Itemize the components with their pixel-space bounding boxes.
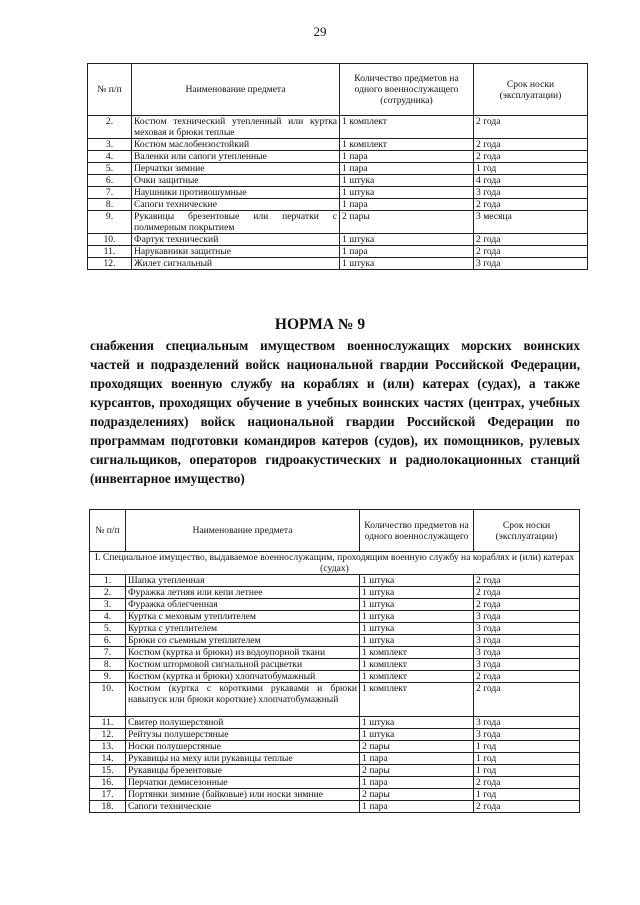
special-property-norm-table: [89, 509, 580, 813]
table-row: [90, 717, 580, 729]
item-name: Сапоги технические: [132, 199, 340, 211]
table-row: [90, 659, 580, 671]
wear-term: 1 год: [474, 163, 588, 175]
row-number: 3.: [90, 599, 126, 611]
item-quantity: 2 пары: [340, 211, 474, 234]
row-number: 8.: [88, 199, 132, 211]
item-name: Фартук технический: [132, 234, 340, 246]
wear-term: 2 года: [474, 199, 588, 211]
item-quantity: 1 штука: [340, 175, 474, 187]
table-row: [88, 187, 588, 199]
item-name: Куртка с меховым утеплителем: [126, 611, 360, 623]
table-row: [90, 623, 580, 635]
row-number: 9.: [88, 211, 132, 234]
item-name: Шапка утепленная: [126, 575, 360, 587]
item-quantity: 1 штука: [360, 717, 474, 729]
wear-term: 2 года: [474, 246, 588, 258]
item-name: Жилет сигнальный: [132, 258, 340, 270]
row-number: 5.: [90, 623, 126, 635]
wear-term: 2 года: [474, 777, 580, 789]
item-quantity: 1 штука: [340, 234, 474, 246]
item-quantity: 1 штука: [360, 729, 474, 741]
norm-title: НОРМА № 9: [274, 316, 366, 333]
item-name: Носки полушерстяные: [126, 741, 360, 753]
wear-term: 2 года: [474, 801, 580, 813]
item-quantity: 1 пара: [340, 199, 474, 211]
wear-term: 4 года: [474, 175, 588, 187]
item-name: Валенки или сапоги утепленные: [132, 151, 340, 163]
table-row: [88, 163, 588, 175]
header-quantity: Количество предметов на одного военнослужащего: [360, 510, 474, 552]
wear-term: 2 года: [474, 234, 588, 246]
item-quantity: 1 штука: [360, 587, 474, 599]
row-number: 6.: [88, 175, 132, 187]
item-name: Костюм (куртка и брюки) хлопчатобумажный: [126, 671, 360, 683]
wear-term: 3 года: [474, 659, 580, 671]
wear-term: 3 года: [474, 611, 580, 623]
item-quantity: 2 пары: [360, 741, 474, 753]
row-number: 6.: [90, 635, 126, 647]
table-row: [90, 765, 580, 777]
table-row: [88, 116, 588, 139]
table-row: [90, 647, 580, 659]
table-row: [90, 753, 580, 765]
wear-term: 1 год: [474, 765, 580, 777]
wear-term: 3 года: [474, 729, 580, 741]
table-row: [90, 777, 580, 789]
item-name: Костюм (куртка с короткими рукавами и брюки навыпуск или брюки короткие) хлопчатобумажный: [126, 683, 360, 717]
item-name: Рейтузы полушерстяные: [126, 729, 360, 741]
item-name: Фуражка летняя или кепи летнее: [126, 587, 360, 599]
item-name: Куртка с утеплителем: [126, 623, 360, 635]
table-row: [90, 587, 580, 599]
table-body: [88, 116, 588, 270]
table-row: [88, 175, 588, 187]
table-row: [90, 741, 580, 753]
item-quantity: 1 штука: [360, 599, 474, 611]
table-row: [88, 139, 588, 151]
section-heading: I. Специальное имущество, выдаваемое военнослужащим, проходящим военную службу на кораблях и (или) катерах (судах): [90, 552, 580, 575]
row-number: 16.: [90, 777, 126, 789]
header-item-name: Наименование предмета: [132, 64, 340, 116]
item-quantity: 1 комплект: [340, 116, 474, 139]
page-number: 29: [313, 24, 327, 39]
header-item-name: Наименование предмета: [126, 510, 360, 552]
item-name: Свитер полушерстяной: [126, 717, 360, 729]
table-row: [90, 599, 580, 611]
row-number: 2.: [90, 587, 126, 599]
row-number: 7.: [88, 187, 132, 199]
table-row: [90, 671, 580, 683]
table-header-row: [88, 64, 588, 116]
row-number: 4.: [90, 611, 126, 623]
item-name: Костюм технический утепленный или куртка меховая и брюки теплые: [132, 116, 340, 139]
wear-term: 3 месяца: [474, 211, 588, 234]
section-heading-row: [90, 552, 580, 575]
item-quantity: 1 пара: [360, 753, 474, 765]
item-quantity: 1 штука: [360, 623, 474, 635]
table-row: [90, 683, 580, 717]
row-number: 12.: [90, 729, 126, 741]
table-row: [88, 246, 588, 258]
row-number: 2.: [88, 116, 132, 139]
item-quantity: 1 штука: [340, 258, 474, 270]
table-row: [90, 575, 580, 587]
item-quantity: 1 пара: [360, 801, 474, 813]
table-row: [90, 801, 580, 813]
wear-term: 2 года: [474, 599, 580, 611]
table-row: [88, 211, 588, 234]
item-quantity: 1 комплект: [360, 683, 474, 717]
item-quantity: 1 комплект: [360, 671, 474, 683]
item-name: Портянки зимние (байковые) или носки зимние: [126, 789, 360, 801]
wear-term: 1 год: [474, 753, 580, 765]
wear-term: 3 года: [474, 635, 580, 647]
table-row: [90, 789, 580, 801]
row-number: 14.: [90, 753, 126, 765]
row-number: 18.: [90, 801, 126, 813]
item-name: Перчатки зимние: [132, 163, 340, 175]
table-row: [88, 151, 588, 163]
row-number: 15.: [90, 765, 126, 777]
item-quantity: 1 пара: [340, 151, 474, 163]
item-name: Брюки со съемным утеплителем: [126, 635, 360, 647]
item-quantity: 1 комплект: [360, 647, 474, 659]
table-row: [90, 635, 580, 647]
table-row: [90, 611, 580, 623]
item-name: Сапоги технические: [126, 801, 360, 813]
item-name: Рукавицы брезентовые или перчатки с полимерным покрытием: [132, 211, 340, 234]
wear-term: 3 года: [474, 258, 588, 270]
table-row: [88, 234, 588, 246]
wear-term: 2 года: [474, 575, 580, 587]
wear-term: 2 года: [474, 151, 588, 163]
wear-term: 2 года: [474, 116, 588, 139]
wear-term: 3 года: [474, 717, 580, 729]
row-number: 8.: [90, 659, 126, 671]
row-number: 13.: [90, 741, 126, 753]
wear-term: 1 год: [474, 741, 580, 753]
wear-term: 3 года: [474, 623, 580, 635]
row-number: 10.: [88, 234, 132, 246]
header-wear-term: Срок носки (эксплуатации): [474, 510, 580, 552]
row-number: 11.: [90, 717, 126, 729]
item-quantity: 1 пара: [360, 777, 474, 789]
row-number: 4.: [88, 151, 132, 163]
row-number: 12.: [88, 258, 132, 270]
wear-term: 3 года: [474, 187, 588, 199]
item-name: Костюм штормовой сигнальной расцветки: [126, 659, 360, 671]
table-header-row: [90, 510, 580, 552]
norm-subtitle: снабжения специальным имуществом военнослужащих морских воинских частей и подразделений войск национальной гвардии Российской Федерации, проходящих военную службу на кораблях и (или) катерах (судах), а также курсантов, проходящих обучение в учебных воинских частях (центрах, учебных подразделениях) войск национальной гвардии Российской Федерации по программам подготовки командиров катеров (судов), их помощников, рулевых сигнальщиков, операторов гидроакустических и радиолокационных станций (инвентарное имущество): [90, 338, 580, 486]
item-name: Наушники противошумные: [132, 187, 340, 199]
item-quantity: 2 пары: [360, 765, 474, 777]
item-name: Костюм маслобензостойкий: [132, 139, 340, 151]
item-quantity: 1 штука: [360, 575, 474, 587]
wear-term: 2 года: [474, 683, 580, 717]
table-row: [88, 258, 588, 270]
header-number: № п/п: [88, 64, 132, 116]
item-quantity: 2 пары: [360, 789, 474, 801]
wear-term: 2 года: [474, 139, 588, 151]
header-number: № п/п: [90, 510, 126, 552]
item-name: Рукавицы на меху или рукавицы теплые: [126, 753, 360, 765]
row-number: 11.: [88, 246, 132, 258]
wear-term: 2 года: [474, 671, 580, 683]
table-row: [90, 729, 580, 741]
row-number: 7.: [90, 647, 126, 659]
item-quantity: 1 штука: [340, 187, 474, 199]
item-name: Костюм (куртка и брюки) из водоупорной ткани: [126, 647, 360, 659]
wear-term: 2 года: [474, 587, 580, 599]
header-wear-term: Срок носки (эксплуатации): [474, 64, 588, 116]
row-number: 3.: [88, 139, 132, 151]
wear-term: 1 год: [474, 789, 580, 801]
row-number: 1.: [90, 575, 126, 587]
item-name: Рукавицы брезентовые: [126, 765, 360, 777]
item-name: Нарукавники защитные: [132, 246, 340, 258]
table-row: [88, 199, 588, 211]
row-number: 17.: [90, 789, 126, 801]
row-number: 9.: [90, 671, 126, 683]
item-name: Перчатки демисезонные: [126, 777, 360, 789]
item-quantity: 1 комплект: [340, 139, 474, 151]
item-quantity: 1 пара: [340, 163, 474, 175]
item-name: Очки защитные: [132, 175, 340, 187]
equipment-norm-table-continued: [87, 63, 588, 270]
item-name: Фуражка облегченная: [126, 599, 360, 611]
row-number: 10.: [90, 683, 126, 717]
table-body: [90, 552, 580, 813]
item-quantity: 1 комплект: [360, 659, 474, 671]
item-quantity: 1 штука: [360, 611, 474, 623]
row-number: 5.: [88, 163, 132, 175]
item-quantity: 1 пара: [340, 246, 474, 258]
header-quantity: Количество предметов на одного военнослужащего (сотрудника): [340, 64, 474, 116]
wear-term: 3 года: [474, 647, 580, 659]
item-quantity: 1 штука: [360, 635, 474, 647]
